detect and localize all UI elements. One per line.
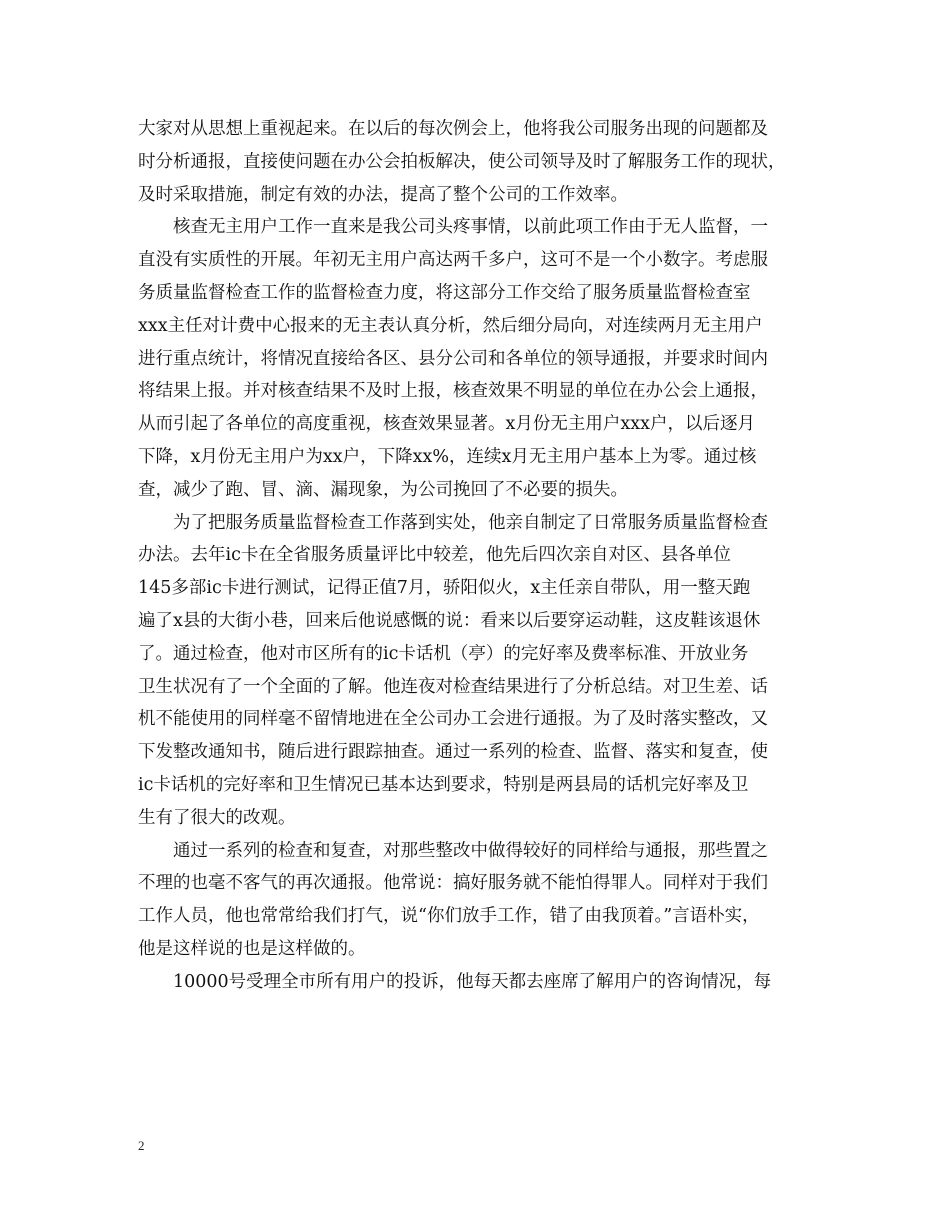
page-number: 2 — [138, 1138, 145, 1153]
document-body — [138, 113, 820, 999]
paragraph-3: 为了把服务质量监督检查工作落到实处，他亲自制定了日常服务质量监督检查 办法。去年ic卡在全省服务质量评比中较差，他先后四次亲自对区、县各单位 145多部ic卡进行测试，记得正值7月，骄阳似火，x主任亲自带队，用一整天跑 遍了x县的大街小巷，回来后他说感慨的说：看来以后要穿运动鞋，这皮鞋该退休 了。通过检查，他对市区所有的ic卡话机（亭）的完好率及费率标准、开放业务 卫生状况有了一个全面的了解。他连夜对检查结果进行了分析总结。对卫生差、话 机不能使用的同样毫不留情地进在全公司办工会进行通报。为了及时落实整改，又 下发整改通知书，随后进行跟踪抽查。通过一系列的检查、监督、落实和复查，使 ic卡话机的完好率和卫生情况已基本达到要求，特别是两县局的话机完好率及卫 生有了很大的改观。 — [138, 512, 768, 828]
paragraph-1: 大家对从思想上重视起来。在以后的每次例会上，他将我公司服务出现的问题都及 时分析通报，直接使问题在办公会拍板解决，使公司领导及时了解服务工作的现状， 及时采取措施，制定有效的办法，提高了整个公司的工作效率。 — [138, 119, 786, 205]
paragraph-4: 通过一系列的检查和复查，对那些整改中做得较好的同样给与通报，那些置之 不理的也毫不客气的再次通报。他常说：搞好服务就不能怕得罪人。同样对于我们 工作人员，他也常常给我们打气，说“你们放手工作，错了由我顶着。”言语朴实， 他是这样说的也是这样做的。 — [138, 840, 768, 959]
paragraph-5: 10000号受理全市所有用户的投诉，他每天都去座席了解用户的咨询情况，每 — [173, 971, 772, 992]
paragraph-2: 核查无主用户工作一直来是我公司头疼事情，以前此项工作由于无人监督，一 直没有实质性的开展。年初无主用户高达两千多户，这可不是一个小数字。考虑服 务质量监督检查工作的监督检查力度，将这部分工作交给了服务质量监督检查室 xxx主任对计费中心报来的无主表认真分析，然后细分局向，对连续两月无主用户 进行重点统计，将情况直接给各区、县分公司和各单位的领导通报，并要求时间内 将结果上报。并对核查结果不及时上报，核查效果不明显的单位在办公会上通报， 从而引起了各单位的高度重视，核查效果显著。x月份无主用户xxx户，以后逐月 下降，x月份无主用户为xx户，下降xx%，连续x月无主用户基本上为零。通过核 查，减少了跑、冒、滴、漏现象，为公司挽回了不必要的损失。 — [138, 217, 768, 500]
